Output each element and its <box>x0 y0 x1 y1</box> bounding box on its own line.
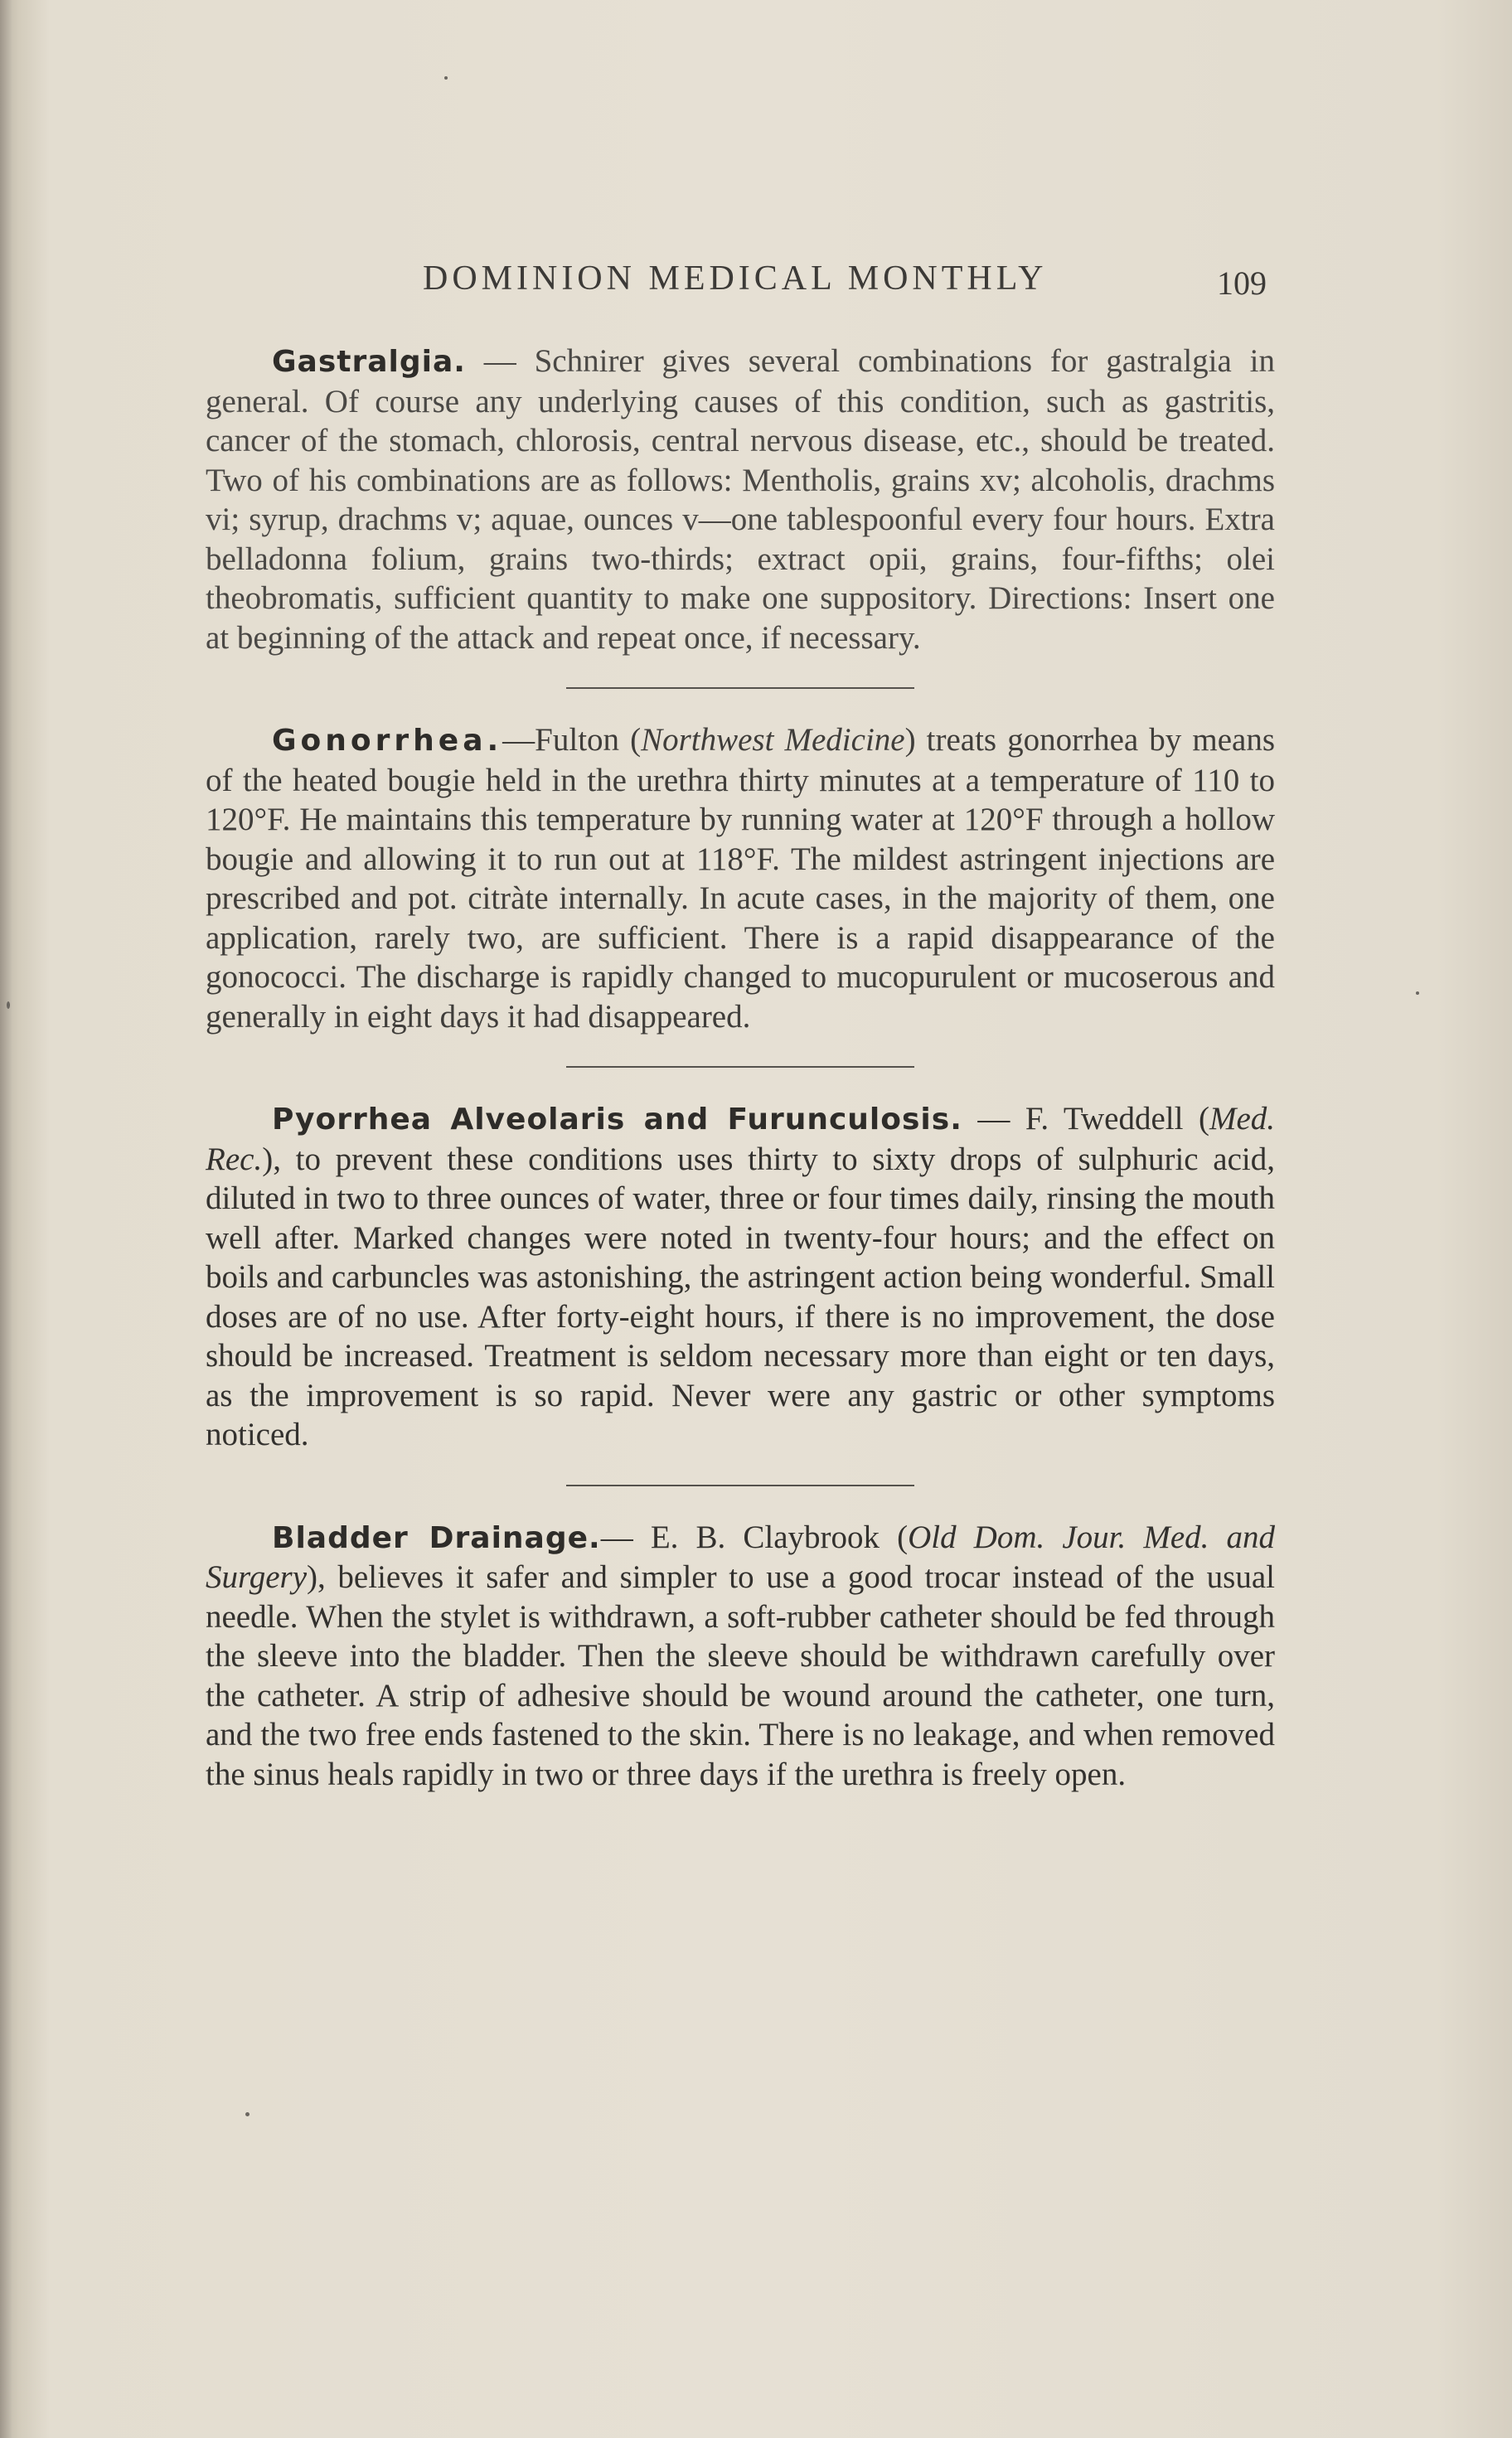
article-text: ) treats gonorrhea by means of the heated bougie held in the urethra thirty minutes at a temperature of 110 to 120°F. He maintains this temperature by running water at 120°F through a hollow bougie and allowing it to run out at 118°F. The mildest astringent injections are prescribed and pot. citràte internally. In acute cases, in the majority of them, one application, rarely two, are sufficient. There is a rapid disappearance of the gonococci. The discharge is rapidly changed to mucopurulent or mucoserous and generally in eight days it had disappeared. <box>206 722 1275 1035</box>
article-paragraph <box>206 1518 1275 1795</box>
page-edge-shadow <box>0 0 12 2438</box>
source-citation: Northwest Medicine <box>641 722 905 758</box>
article-text: — Schnirer gives several combinations for gastralgia in general. Of course any underlying causes of this condition, such as gastritis, cancer of the stomach, chlorosis, central nervous disease, etc., should be treated. Two of his combinations are as follows: Mentholis, grains xv; alcoholis, drachms vi; syrup, drachms v; aquae, ounces v—one tablespoonful every four hours. Extra belladonna folium, grains two-thirds; extract opii, grains, four-fifths; olei theobromatis, sufficient quantity to make one suppository. Directions: Insert one at beginning of the attack and repeat once, if necessary. <box>206 343 1275 656</box>
article-text: ), to prevent these conditions uses thirty to sixty drops of sulphuric acid, diluted in two to three ounces of water, three or four times daily, rinsing the mouth well after. Marked changes were noted in twenty-four hours; and the effect on boils and carbuncles was astonishing, the astringent action being wonderful. Small doses are of no use. After forty-eight hours, if there is no improvement, the dose should be increased. Treatment is seldom necessary more than eight or ten days, as the improvement is so rapid. Never were any gastric or other symptoms noticed. <box>206 1141 1275 1452</box>
article-gonorrhea <box>206 720 1275 1036</box>
article-pyorrhea <box>206 1099 1275 1455</box>
speck <box>245 2112 250 2116</box>
article-heading: Bladder Drainage. <box>272 1520 601 1555</box>
running-title: DOMINION MEDICAL MONTHLY <box>423 259 1048 298</box>
article-gastralgia <box>206 342 1275 657</box>
article-heading: Gastralgia. <box>272 345 466 379</box>
article-text-lead: — E. B. Claybrook ( <box>600 1519 909 1555</box>
speck <box>444 76 448 80</box>
article-text: ), believes it safer and simpler to use a good trocar instead of the usual needle. When the stylet is withdrawn, a soft-rubber catheter should be fed through the sleeve into the bladder. Then the sleeve should be withdrawn carefully over the catheter. A strip of adhesive should be wound around the catheter, one turn, and the two free ends fastened to the skin. There is no leakage, and when removed the sinus heals rapidly in two or three days if the urethra is freely open. <box>206 1559 1275 1792</box>
article-paragraph <box>206 720 1275 1036</box>
article-bladder-drainage <box>206 1518 1275 1795</box>
article-paragraph <box>206 1099 1275 1455</box>
page-body <box>206 342 1275 1794</box>
section-divider <box>566 1066 914 1068</box>
speck <box>7 1001 10 1009</box>
source-citation: Med. Rec. <box>206 1101 1276 1177</box>
article-heading: Pyorrhea Alveolaris and Furunculosis. <box>272 1103 962 1137</box>
page-header <box>0 259 1512 308</box>
source-citation: Old Dom. Jour. Med. and Surgery <box>206 1519 1276 1595</box>
section-divider <box>566 1485 914 1486</box>
page-number: 109 <box>1217 264 1267 302</box>
speck <box>1416 991 1419 995</box>
section-divider <box>566 687 914 689</box>
article-heading: Gonorrhea. <box>272 724 503 758</box>
article-paragraph <box>206 342 1275 657</box>
article-text-lead: —Fulton ( <box>502 722 642 758</box>
article-text-lead: — F. Tweddell ( <box>962 1101 1209 1137</box>
